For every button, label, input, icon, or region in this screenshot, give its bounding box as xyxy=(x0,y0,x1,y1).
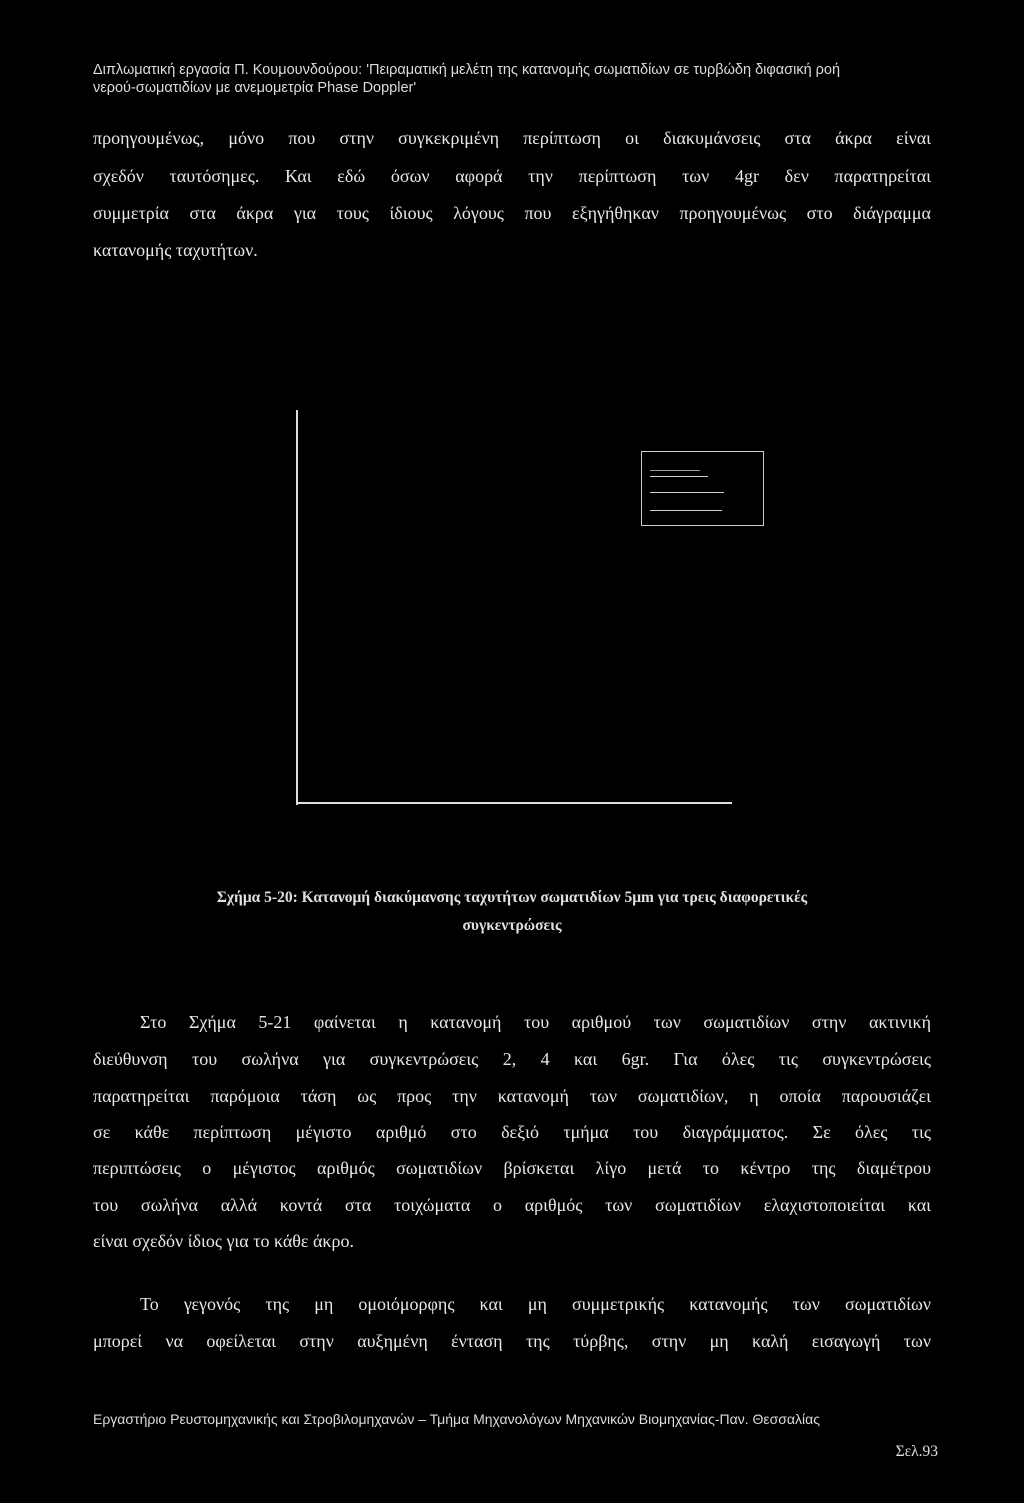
paragraph-line: διεύθυνση του σωλήνα για συγκεντρώσεις 2, 4 και 6gr. Για όλες τις συγκεντρώσεις xyxy=(93,1049,931,1069)
paragraph-line: είναι σχεδόν ίδιος για το κάθε άκρο. xyxy=(93,1231,354,1251)
paragraph-line: μπορεί να οφείλεται στην αυξημένη ένταση της τύρβης, στην μη καλή εισαγωγή των xyxy=(93,1331,931,1351)
paragraph-line: Το γεγονός της μη ομοιόμορφης και μη συμμετρικής κατανομής των σωματιδίων xyxy=(140,1294,931,1314)
chart-legend xyxy=(641,451,764,526)
paragraph-line: Στο Σχήμα 5-21 φαίνεται η κατανομή του αριθμού των σωματιδίων στην ακτινική xyxy=(140,1012,931,1032)
paragraph-line: περιπτώσεις ο μέγιστος αριθμός σωματιδίων βρίσκεται λίγο μετά το κέντρο της διαμέτρου xyxy=(93,1158,931,1178)
paragraph-line: του σωλήνα αλλά κοντά στα τοιχώματα ο αριθμός των σωματιδίων ελαχιστοποιείται και xyxy=(93,1195,931,1215)
figure-caption-line-2: συγκεντρώσεις xyxy=(462,917,562,934)
paragraph-line: σε κάθε περίπτωση μέγιστο αριθμό στο δεξιό τμήμα του διαγράμματος. Σε όλες τις xyxy=(93,1122,931,1142)
chart-x-axis xyxy=(296,802,732,804)
intro-paragraph-line: κατανομής ταχυτήτων. xyxy=(93,240,258,260)
document-header-line-1: Διπλωματική εργασία Π. Κουμουνδούρου: 'Πειραματική μελέτη της κατανομής σωματιδίων σε τυρβώδη διφασική ροή xyxy=(93,62,841,78)
legend-series-line xyxy=(650,470,700,471)
paragraph-line: παρατηρείται παρόμοια τάση ως προς την κατανομή των σωματιδίων, η οποία παρουσιάζει xyxy=(93,1086,931,1106)
legend-series-line xyxy=(650,492,724,493)
page-number: Σελ.93 xyxy=(895,1443,938,1460)
legend-series-line xyxy=(650,510,722,511)
document-footer: Εργαστήριο Ρευστομηχανικής και Στροβιλομηχανών – Τμήμα Μηχανολόγων Μηχανικών Βιομηχανίας-Παν. Θεσσαλίας xyxy=(93,1411,820,1427)
intro-paragraph-line: συμμετρία στα άκρα για τους ίδιους λόγους που εξηγήθηκαν προηγουμένως στο διάγραμμα xyxy=(93,203,931,223)
intro-paragraph-line: σχεδόν ταυτόσημες. Και εδώ όσων αφορά την περίπτωση των 4gr δεν παρατηρείται xyxy=(93,166,931,186)
intro-paragraph-line: προηγουμένως, μόνο που στην συγκεκριμένη περίπτωση οι διακυμάνσεις στα άκρα είναι xyxy=(93,128,931,148)
chart-y-axis xyxy=(296,410,298,805)
document-header-line-2: νερού-σωματιδίων με ανεμομετρία Phase Doppler' xyxy=(93,80,417,96)
legend-series-line xyxy=(650,476,708,477)
figure-caption-line-1: Σχήμα 5-20: Κατανομή διακύμανσης ταχυτήτων σωματιδίων 5μm για τρεις διαφορετικές xyxy=(216,889,808,906)
